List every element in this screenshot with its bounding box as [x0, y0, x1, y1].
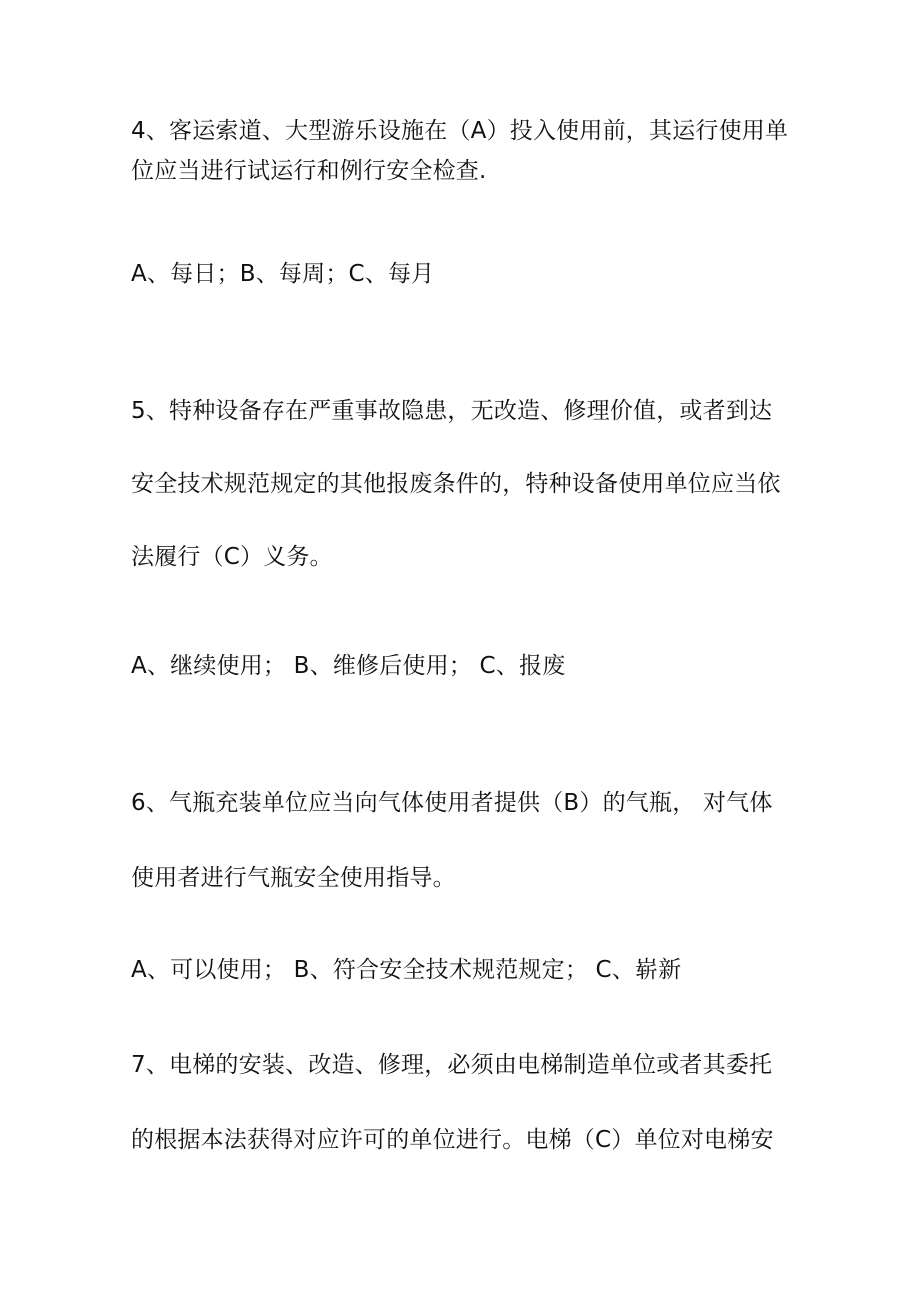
- question-6-line-1: 6、气瓶充装单位应当向气体使用者提供（B）的气瓶， 对气体: [131, 790, 773, 816]
- question-4-line-2: 位应当进行试运行和例行安全检查.: [131, 158, 487, 184]
- question-4-line-1: 4、客运索道、大型游乐设施在（A）投入使用前，其运行使用单: [131, 118, 789, 144]
- question-5-line-2: 安全技术规范规定的其他报废条件的，特种设备使用单位应当依: [131, 471, 781, 497]
- question-6-line-2: 使用者进行气瓶安全使用指导。: [131, 865, 456, 891]
- question-5-line-3: 法履行（C）义务。: [131, 544, 333, 570]
- question-5-line-1: 5、特种设备存在严重事故隐患，无改造、修理价值，或者到达: [131, 398, 773, 424]
- question-7-line-1: 7、电梯的安装、改造、修理，必须由电梯制造单位或者其委托: [131, 1052, 773, 1078]
- question-5-options: A、继续使用； B、维修后使用； C、报废: [131, 653, 566, 679]
- question-7-line-2: 的根据本法获得对应许可的单位进行。电梯（C）单位对电梯安: [131, 1127, 774, 1153]
- question-6-options: A、可以使用； B、符合安全技术规范规定； C、崭新: [131, 957, 682, 983]
- question-4-options: A、每日；B、每周；C、每月: [131, 261, 435, 287]
